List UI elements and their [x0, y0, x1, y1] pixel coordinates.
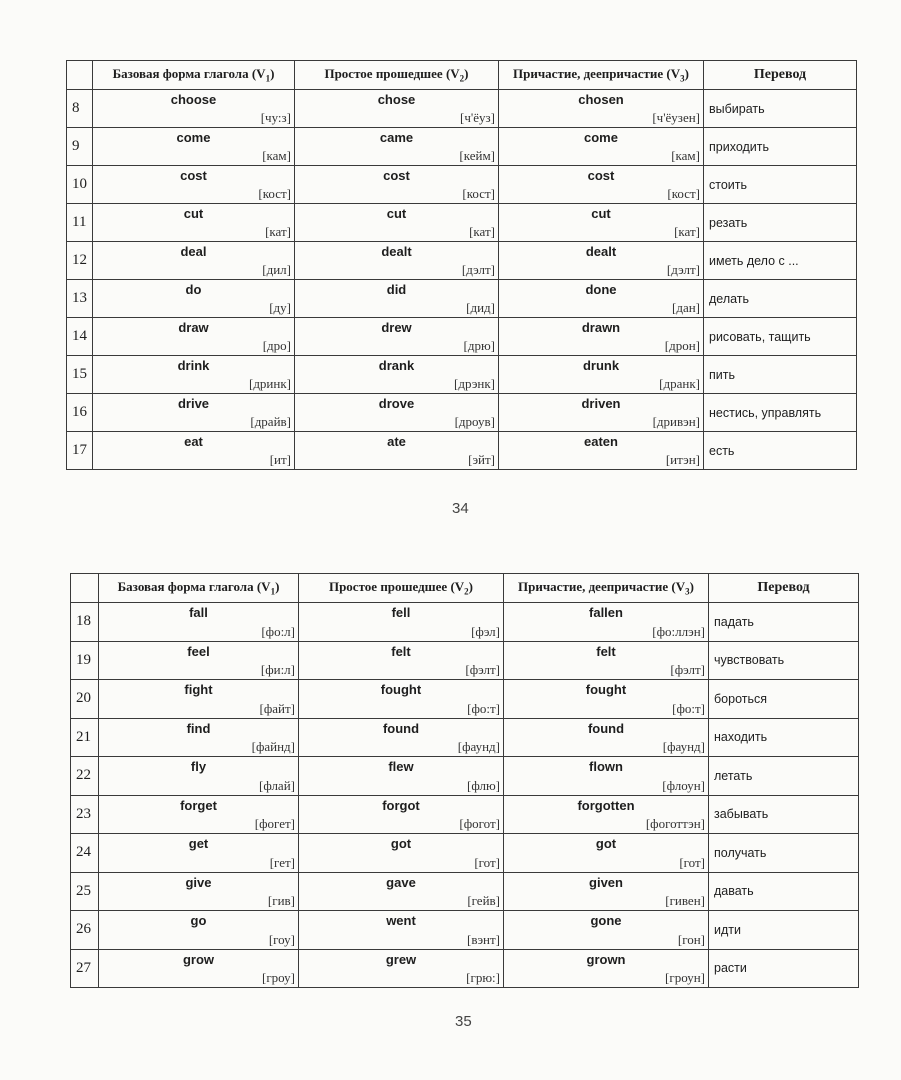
past-simple-word: cost	[383, 168, 410, 183]
table-row	[67, 204, 857, 242]
base-form-cell	[99, 795, 299, 834]
past-simple-transcription: [дэлт]	[461, 262, 495, 277]
base-form-word: cost	[180, 168, 207, 183]
row-number: 22	[71, 757, 99, 796]
past-simple-column-header: Простое прошедшее $(V_2)$	[295, 61, 499, 90]
past-simple-transcription: [дид]	[466, 300, 495, 315]
past-simple-cell	[295, 394, 499, 432]
row-number: 13	[67, 280, 93, 318]
table-header-row	[67, 61, 857, 90]
past-simple-cell	[299, 641, 504, 680]
past-simple-transcription: [дрэнк]	[454, 376, 495, 391]
base-form-transcription: [файт]	[259, 700, 295, 716]
translation-cell: иметь дело с ...	[704, 242, 857, 280]
past-simple-word: grew	[385, 951, 417, 967]
table-row	[67, 356, 857, 394]
past-simple-cell	[299, 911, 504, 950]
base-form-cell	[99, 872, 299, 911]
past-simple-word: drew	[381, 320, 412, 335]
past-simple-transcription: [флю]	[467, 777, 500, 793]
participle-cell	[504, 718, 709, 757]
table-row	[67, 90, 857, 128]
translation-cell: резать	[704, 204, 857, 242]
past-simple-word: flew	[388, 759, 414, 774]
participle-cell	[504, 757, 709, 796]
participle-transcription: [итэн]	[665, 452, 700, 467]
participle-word: forgotten	[577, 797, 635, 813]
row-number: 20	[71, 680, 99, 719]
past-simple-word: dealt	[381, 244, 412, 259]
participle-transcription: [дривэн]	[652, 414, 700, 429]
base-form-transcription: [флай]	[259, 777, 295, 793]
base-form-transcription: [гоу]	[268, 931, 295, 947]
base-form-word: feel	[187, 643, 210, 659]
row-number: 19	[71, 641, 99, 680]
base-form-cell	[99, 718, 299, 757]
translation-cell: выбирать	[704, 90, 857, 128]
translation-column-header: Перевод	[704, 61, 857, 90]
number-column-header	[67, 61, 93, 90]
participle-transcription: [фо:ллэн]	[652, 623, 705, 639]
row-number: 18	[71, 603, 99, 642]
base-form-column-header: Базовая форма глагола $(V_1)$	[99, 574, 299, 603]
participle-word: chosen	[578, 92, 624, 107]
translation-cell: приходить	[704, 128, 857, 166]
translation-cell: давать	[709, 872, 859, 911]
table-row	[71, 949, 859, 988]
base-form-word: fall	[189, 605, 208, 620]
participle-cell	[499, 204, 704, 242]
participle-transcription: [кост]	[667, 186, 700, 201]
past-simple-transcription: [кейм]	[459, 148, 495, 163]
participle-transcription: [ч'ёузен]	[652, 110, 700, 125]
past-simple-word: went	[386, 913, 416, 928]
past-simple-transcription: [фо:т]	[467, 700, 500, 716]
base-form-cell	[99, 949, 299, 988]
base-form-word: cut	[183, 206, 204, 221]
base-form-cell	[93, 394, 295, 432]
base-form-transcription: [файнд]	[251, 739, 295, 754]
verb-table-page-34	[66, 60, 856, 470]
past-simple-cell	[299, 718, 504, 757]
base-form-transcription: [гет]	[269, 854, 295, 870]
participle-word: got	[595, 836, 617, 851]
past-simple-cell	[295, 242, 499, 280]
participle-word: cost	[587, 168, 615, 183]
base-form-word: get	[188, 836, 209, 851]
participle-word: found	[587, 720, 625, 736]
participle-transcription: [кам]	[671, 148, 700, 163]
base-form-transcription: [фи:л]	[260, 662, 295, 677]
past-simple-cell	[295, 204, 499, 242]
participle-word: drunk	[582, 358, 620, 373]
participle-transcription: [флоун]	[662, 777, 705, 793]
participle-cell	[499, 394, 704, 432]
base-form-word: choose	[170, 92, 217, 107]
participle-column-header: Причастие, деепричастие $(V_3)$	[499, 61, 704, 90]
translation-cell: делать	[704, 280, 857, 318]
row-number: 16	[67, 394, 93, 432]
past-simple-word: drove	[378, 396, 415, 411]
past-simple-cell	[299, 949, 504, 988]
row-number: 27	[71, 949, 99, 988]
row-number: 17	[67, 432, 93, 470]
participle-transcription: [дранк]	[659, 376, 700, 391]
table-row	[71, 911, 859, 950]
participle-cell	[499, 318, 704, 356]
table-body	[67, 90, 857, 470]
participle-cell	[504, 834, 709, 873]
past-simple-word: ate	[387, 434, 406, 449]
participle-cell	[499, 128, 704, 166]
translation-cell: бороться	[709, 680, 859, 719]
past-simple-word: cut	[386, 206, 407, 221]
table-row	[67, 166, 857, 204]
participle-word: drawn	[581, 320, 621, 335]
past-simple-word: did	[386, 282, 407, 297]
past-simple-cell	[295, 166, 499, 204]
table-row	[71, 603, 859, 642]
past-simple-cell	[295, 90, 499, 128]
translation-cell: нестись, управлять	[704, 394, 857, 432]
table-row	[71, 680, 859, 719]
translation-cell: рисовать, тащить	[704, 318, 857, 356]
page-number: 35	[455, 1013, 472, 1030]
base-form-word: fight	[184, 682, 213, 697]
participle-transcription: [кат]	[674, 224, 700, 239]
base-form-cell	[99, 680, 299, 719]
base-form-cell	[93, 280, 295, 318]
translation-cell: стоить	[704, 166, 857, 204]
past-simple-transcription: [фогот]	[459, 816, 500, 831]
participle-cell	[504, 795, 709, 834]
base-form-transcription: [гив]	[267, 893, 295, 908]
past-simple-transcription: [эйт]	[468, 452, 495, 467]
base-form-word: come	[176, 130, 211, 145]
participle-cell	[504, 911, 709, 950]
past-simple-word: gave	[386, 874, 416, 890]
base-form-transcription: [драйв]	[250, 414, 291, 429]
row-number: 14	[67, 318, 93, 356]
participle-cell	[499, 90, 704, 128]
base-form-transcription: [кост]	[258, 186, 291, 201]
table-row	[71, 641, 859, 680]
past-simple-cell	[295, 356, 499, 394]
translation-cell: забывать	[709, 795, 859, 834]
base-form-cell	[93, 242, 295, 280]
past-simple-cell	[295, 280, 499, 318]
translation-cell: находить	[709, 718, 859, 757]
base-form-cell	[93, 90, 295, 128]
base-form-word: drive	[177, 396, 210, 411]
participle-word: dealt	[585, 244, 617, 259]
row-number: 24	[71, 834, 99, 873]
participle-cell	[504, 949, 709, 988]
past-simple-transcription: [фаунд]	[457, 739, 500, 754]
participle-word: fought	[585, 682, 627, 697]
participle-cell	[499, 242, 704, 280]
past-simple-word: fell	[391, 605, 411, 620]
page-number: 34	[452, 500, 469, 517]
participle-word: given	[589, 874, 623, 890]
participle-transcription: [фо:т]	[672, 700, 705, 716]
table-row	[71, 834, 859, 873]
base-form-word: draw	[178, 320, 209, 335]
base-form-cell	[93, 318, 295, 356]
base-form-cell	[93, 128, 295, 166]
past-simple-transcription: [гейв]	[467, 893, 500, 908]
translation-cell: падать	[709, 603, 859, 642]
participle-transcription: [гон]	[677, 931, 705, 947]
past-simple-transcription: [кост]	[462, 186, 495, 201]
row-number: 8	[67, 90, 93, 128]
participle-transcription: [гивен]	[665, 893, 705, 908]
base-form-transcription: [дринк]	[248, 376, 291, 391]
table-row	[71, 872, 859, 911]
row-number: 9	[67, 128, 93, 166]
past-simple-word: chose	[377, 92, 416, 107]
table-row	[67, 242, 857, 280]
past-simple-cell	[299, 680, 504, 719]
participle-cell	[499, 356, 704, 394]
participle-word: come	[584, 130, 618, 145]
past-simple-transcription: [грю:]	[466, 970, 500, 985]
past-simple-transcription: [ч'ёуз]	[460, 110, 495, 125]
participle-cell	[499, 166, 704, 204]
translation-cell: есть	[704, 432, 857, 470]
participle-word: cut	[591, 206, 611, 221]
base-form-transcription: [ит]	[269, 452, 291, 467]
verb-table-page-35	[70, 573, 858, 988]
past-simple-cell	[295, 432, 499, 470]
base-form-transcription: [фо:л]	[261, 623, 295, 639]
participle-cell	[499, 280, 704, 318]
participle-transcription: [фоготтэн]	[645, 816, 705, 831]
row-number: 15	[67, 356, 93, 394]
participle-column-header: Причастие, деепричастие $(V_3)$	[504, 574, 709, 603]
base-form-transcription: [фогет]	[254, 816, 295, 831]
participle-cell	[504, 872, 709, 911]
table-row	[71, 718, 859, 757]
participle-cell	[499, 432, 704, 470]
base-form-cell	[99, 834, 299, 873]
participle-word: gone	[590, 913, 622, 928]
table-body	[71, 603, 859, 988]
past-simple-cell	[299, 872, 504, 911]
participle-transcription: [гроун]	[665, 970, 705, 985]
base-form-word: grow	[182, 951, 215, 967]
table-row	[71, 795, 859, 834]
base-form-cell	[93, 166, 295, 204]
row-number: 26	[71, 911, 99, 950]
base-form-word: fly	[190, 759, 207, 774]
base-form-cell	[93, 432, 295, 470]
table-row	[67, 318, 857, 356]
past-simple-transcription: [вэнт]	[466, 931, 500, 947]
participle-word: driven	[581, 396, 621, 411]
past-simple-column-header: Простое прошедшее $(V_2)$	[299, 574, 504, 603]
past-simple-word: felt	[391, 643, 411, 659]
table-header-row	[71, 574, 859, 603]
base-form-transcription: [чу:з]	[260, 110, 291, 125]
participle-transcription: [дэлт]	[666, 262, 700, 277]
past-simple-word: found	[382, 720, 420, 736]
base-form-transcription: [ду]	[269, 300, 291, 315]
participle-cell	[504, 680, 709, 719]
past-simple-transcription: [гот]	[474, 854, 500, 870]
table-row	[67, 128, 857, 166]
base-form-word: deal	[180, 244, 207, 259]
base-form-transcription: [кат]	[265, 224, 291, 239]
base-form-word: go	[190, 913, 207, 928]
participle-word: done	[585, 282, 617, 297]
past-simple-transcription: [фэл]	[471, 623, 500, 639]
row-number: 25	[71, 872, 99, 911]
base-form-word: drink	[177, 358, 210, 373]
past-simple-cell	[295, 128, 499, 166]
past-simple-word: fought	[380, 682, 422, 697]
base-form-word: do	[185, 282, 202, 297]
translation-cell: летать	[709, 757, 859, 796]
participle-transcription: [фэлт]	[670, 662, 705, 677]
row-number: 21	[71, 718, 99, 757]
past-simple-cell	[299, 603, 504, 642]
participle-word: flown	[589, 759, 623, 774]
base-form-word: forget	[180, 797, 217, 813]
row-number: 10	[67, 166, 93, 204]
base-form-word: find	[186, 720, 211, 736]
translation-cell: чувствовать	[709, 641, 859, 680]
past-simple-transcription: [дрю]	[463, 338, 495, 353]
participle-word: grown	[586, 951, 626, 967]
participle-cell	[504, 603, 709, 642]
irregular-verbs-table	[66, 60, 857, 470]
row-number: 23	[71, 795, 99, 834]
past-simple-word: came	[379, 130, 414, 145]
table-row	[67, 394, 857, 432]
translation-cell: расти	[709, 949, 859, 988]
base-form-transcription: [дил]	[262, 262, 291, 277]
irregular-verbs-table	[70, 573, 859, 988]
past-simple-cell	[299, 757, 504, 796]
base-form-transcription: [кам]	[262, 148, 291, 163]
past-simple-word: drank	[378, 358, 415, 373]
past-simple-word: got	[390, 836, 412, 851]
table-row	[67, 432, 857, 470]
base-form-cell	[93, 356, 295, 394]
base-form-transcription: [дро]	[262, 338, 291, 353]
translation-cell: получать	[709, 834, 859, 873]
past-simple-cell	[299, 795, 504, 834]
base-form-cell	[99, 757, 299, 796]
base-form-word: eat	[184, 434, 203, 449]
participle-transcription: [гот]	[679, 854, 705, 870]
past-simple-transcription: [фэлт]	[465, 662, 500, 677]
past-simple-cell	[295, 318, 499, 356]
base-form-cell	[93, 204, 295, 242]
base-form-transcription: [гроу]	[262, 970, 295, 985]
row-number: 12	[67, 242, 93, 280]
table-row	[67, 280, 857, 318]
participle-transcription: [дрон]	[664, 338, 700, 353]
participle-cell	[504, 641, 709, 680]
base-form-cell	[99, 641, 299, 680]
base-form-cell	[99, 603, 299, 642]
base-form-column-header: Базовая форма глагола $(V_1)$	[93, 61, 295, 90]
participle-transcription: [фаунд]	[662, 739, 705, 754]
past-simple-transcription: [дроув]	[454, 414, 495, 429]
past-simple-word: forgot	[382, 797, 420, 813]
row-number: 11	[67, 204, 93, 242]
participle-transcription: [дан]	[672, 300, 700, 315]
table-row	[71, 757, 859, 796]
translation-cell: пить	[704, 356, 857, 394]
translation-cell: идти	[709, 911, 859, 950]
participle-word: fallen	[589, 605, 623, 620]
past-simple-cell	[299, 834, 504, 873]
participle-word: felt	[596, 643, 616, 659]
participle-word: eaten	[584, 434, 618, 449]
translation-column-header: Перевод	[709, 574, 859, 603]
past-simple-transcription: [кат]	[469, 224, 495, 239]
base-form-cell	[99, 911, 299, 950]
base-form-word: give	[185, 874, 212, 890]
number-column-header	[71, 574, 99, 603]
